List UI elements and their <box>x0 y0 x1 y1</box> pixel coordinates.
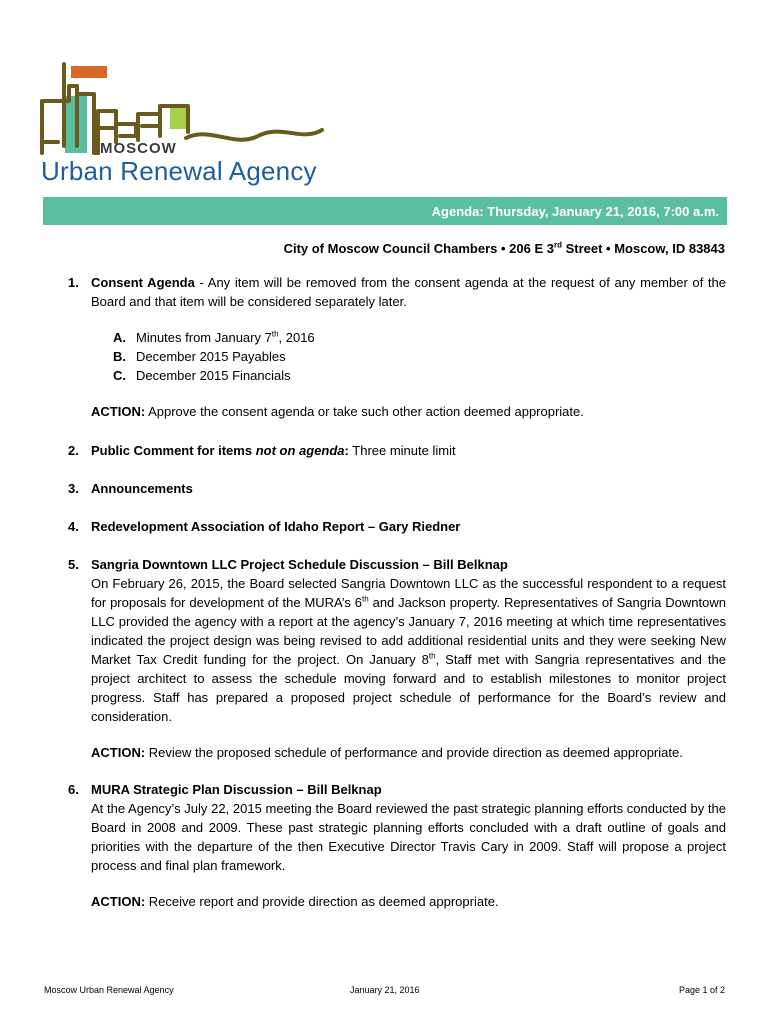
action-line: ACTION: Approve the consent agenda or take such other action deemed appropriate. <box>91 404 584 419</box>
item-title: MURA Strategic Plan Discussion – Bill Belknap <box>91 782 382 797</box>
item-description: At the Agency’s July 22, 2015 meeting the Board reviewed the past strategic planning efforts conducted by the Board in 2008 and 2009. These past strategic planning efforts concluded with a draft outline of goals and priorities with the departure of the then Executive Director Travis Cary in 2009. Staff will propose a project process and final plan framework. <box>91 801 726 873</box>
action-line: ACTION: Review the proposed schedule of performance and provide direction as deemed appropriate. <box>91 745 683 760</box>
agenda-item-public-comment: 2. Public Comment for items not on agenda: Three minute limit <box>68 443 456 458</box>
subitem-minutes: A. Minutes from January 7th, 2016 <box>113 329 315 345</box>
item-title: Announcements <box>91 481 193 496</box>
item-number: 1. <box>68 275 79 290</box>
meeting-location: City of Moscow Council Chambers • 206 E 3rd Street • Moscow, ID 83843 <box>283 240 725 256</box>
agenda-date-text: Agenda: Thursday, January 21, 2016, 7:00 a.m. <box>431 203 719 219</box>
agenda-item-ria-report <box>68 517 726 536</box>
footer-page-number: Page 1 of 2 <box>678 985 725 995</box>
item-description: - Any item will be removed from the consent agenda at the request of any member of the Board and that item will be considered separately later. <box>91 275 726 309</box>
item-number: 5. <box>68 557 79 572</box>
action-line: ACTION: Receive report and provide direction as deemed appropriate. <box>91 894 499 909</box>
agenda-item-announcements <box>68 479 726 498</box>
item-description: On February 26, 2015, the Board selected Sangria Downtown LLC as the successful respondent to a request for proposals for development of the MURA’s 6th and Jackson property. Representatives of Sangria Downtown LLC provided the agency with a report at the agency’s January 7, 2016 meeting at which time representatives indicated the project design was being revised to add additional residential units and they were seeking New Market Tax Credit funding for the project. On January 8th, Staff met with Sangria representatives and the project architect to assess the schedule moving forward and to establish milestones to monitor project progress. Staff has prepared a proposed project schedule of performance for the Board’s review and consideration. <box>91 576 726 724</box>
item-number: 3. <box>68 481 79 496</box>
footer-agency: Moscow Urban Renewal Agency <box>44 985 174 995</box>
item-title: Sangria Downtown LLC Project Schedule Discussion – Bill Belknap <box>91 557 508 572</box>
subitem-financials: C. December 2015 Financials <box>113 368 291 383</box>
item-number: 4. <box>68 519 79 534</box>
item-number: 2. <box>68 443 79 458</box>
item-title: Consent Agenda <box>91 275 195 290</box>
logo-orange-block <box>71 66 107 78</box>
item-title: Redevelopment Association of Idaho Report – Gary Riedner <box>91 519 461 534</box>
agenda-item-sangria <box>68 555 726 762</box>
agenda-body <box>68 273 726 911</box>
logo-moscow-word: MOSCOW <box>100 140 177 157</box>
agenda-date-banner <box>43 197 727 225</box>
logo-wave <box>186 130 322 140</box>
consent-subitems <box>91 328 726 385</box>
agenda-item-consent <box>68 273 726 421</box>
item-number: 6. <box>68 782 79 797</box>
agenda-item-strategic-plan <box>68 780 726 911</box>
agency-name: Urban Renewal Agency <box>41 156 317 186</box>
subitem-payables: B. December 2015 Payables <box>113 349 286 364</box>
footer-date: January 21, 2016 <box>350 985 420 995</box>
